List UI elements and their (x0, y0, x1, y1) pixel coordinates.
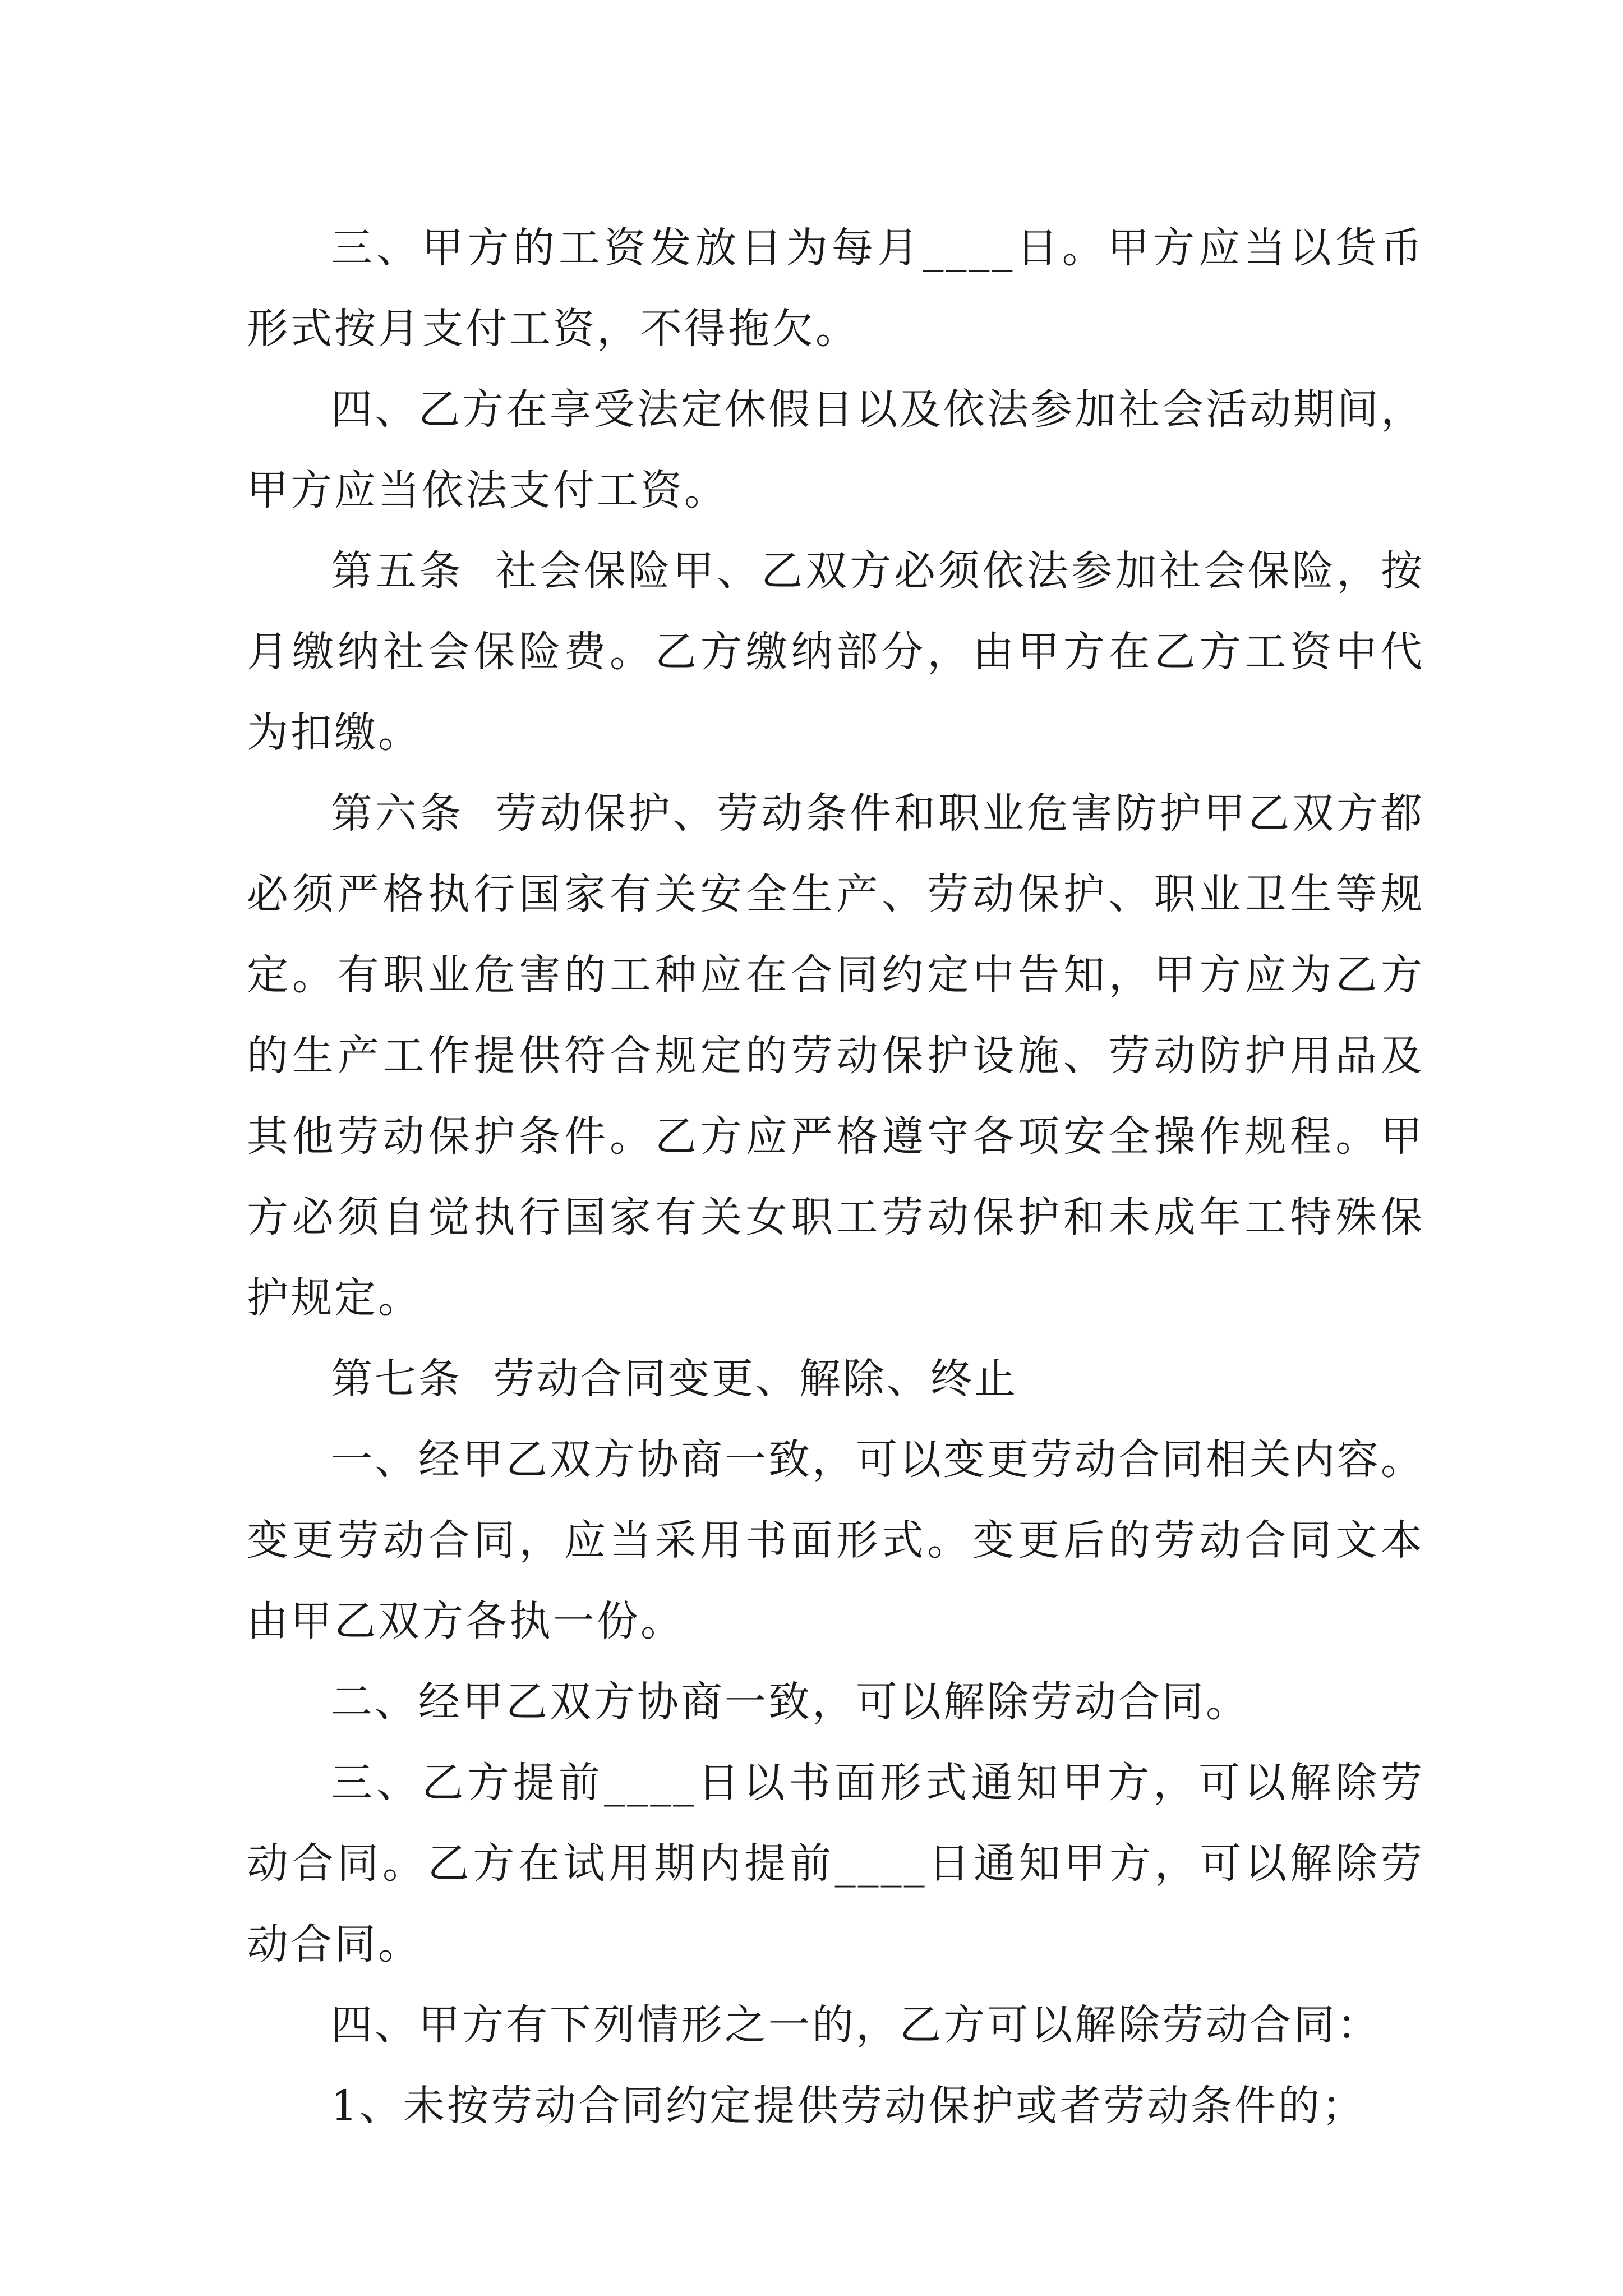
paragraph-condition-1: 1、未按劳动合同约定提供劳动保护或者劳动条件的； (331, 2082, 1366, 2130)
paragraph-notice-termination: 三、乙方提前____日以书面形式通知甲方，可以解除劳动合同。乙方在试用期内提前____日通知甲方，可以解除劳动合同。 (247, 1759, 1424, 1968)
paragraph-holiday-wage: 四、乙方在享受法定休假日以及依法参加社会活动期间，甲方应当依法支付工资。 (247, 385, 1424, 514)
paragraph-article-5-social-insurance: 第五条 社会保险甲、乙双方必须依法参加社会保险，按月缴纳社会保险费。乙方缴纳部分，由甲方在乙方工资中代为扣缴。 (247, 547, 1424, 757)
paragraph-employee-termination-conditions: 四、甲方有下列情形之一的，乙方可以解除劳动合同： (331, 2001, 1381, 2049)
paragraph-mutual-termination: 二、经甲乙双方协商一致，可以解除劳动合同。 (331, 1678, 1249, 1726)
paragraph-article-7-heading: 第七条 劳动合同变更、解除、终止 (331, 1355, 1018, 1403)
paragraph-wage-payday: 三、甲方的工资发放日为每月____日。甲方应当以货币形式按月支付工资，不得拖欠。 (247, 224, 1424, 353)
document-body (247, 208, 1424, 2146)
paragraph-contract-change: 一、经甲乙双方协商一致，可以变更劳动合同相关内容。变更劳动合同，应当采用书面形式。变更后的劳动合同文本由甲乙双方各执一份。 (247, 1435, 1424, 1645)
paragraph-article-6-labor-protection: 第六条 劳动保护、劳动条件和职业危害防护甲乙双方都必须严格执行国家有关安全生产、劳动保护、职业卫生等规定。有职业危害的工种应在合同约定中告知，甲方应为乙方的生产工作提供符合规定的劳动保护设施、劳动防护用品及其他劳动保护条件。乙方应严格遵守各项安全操作规程。甲方必须自觉执行国家有关女职工劳动保护和未成年工特殊保护规定。 (247, 789, 1424, 1322)
